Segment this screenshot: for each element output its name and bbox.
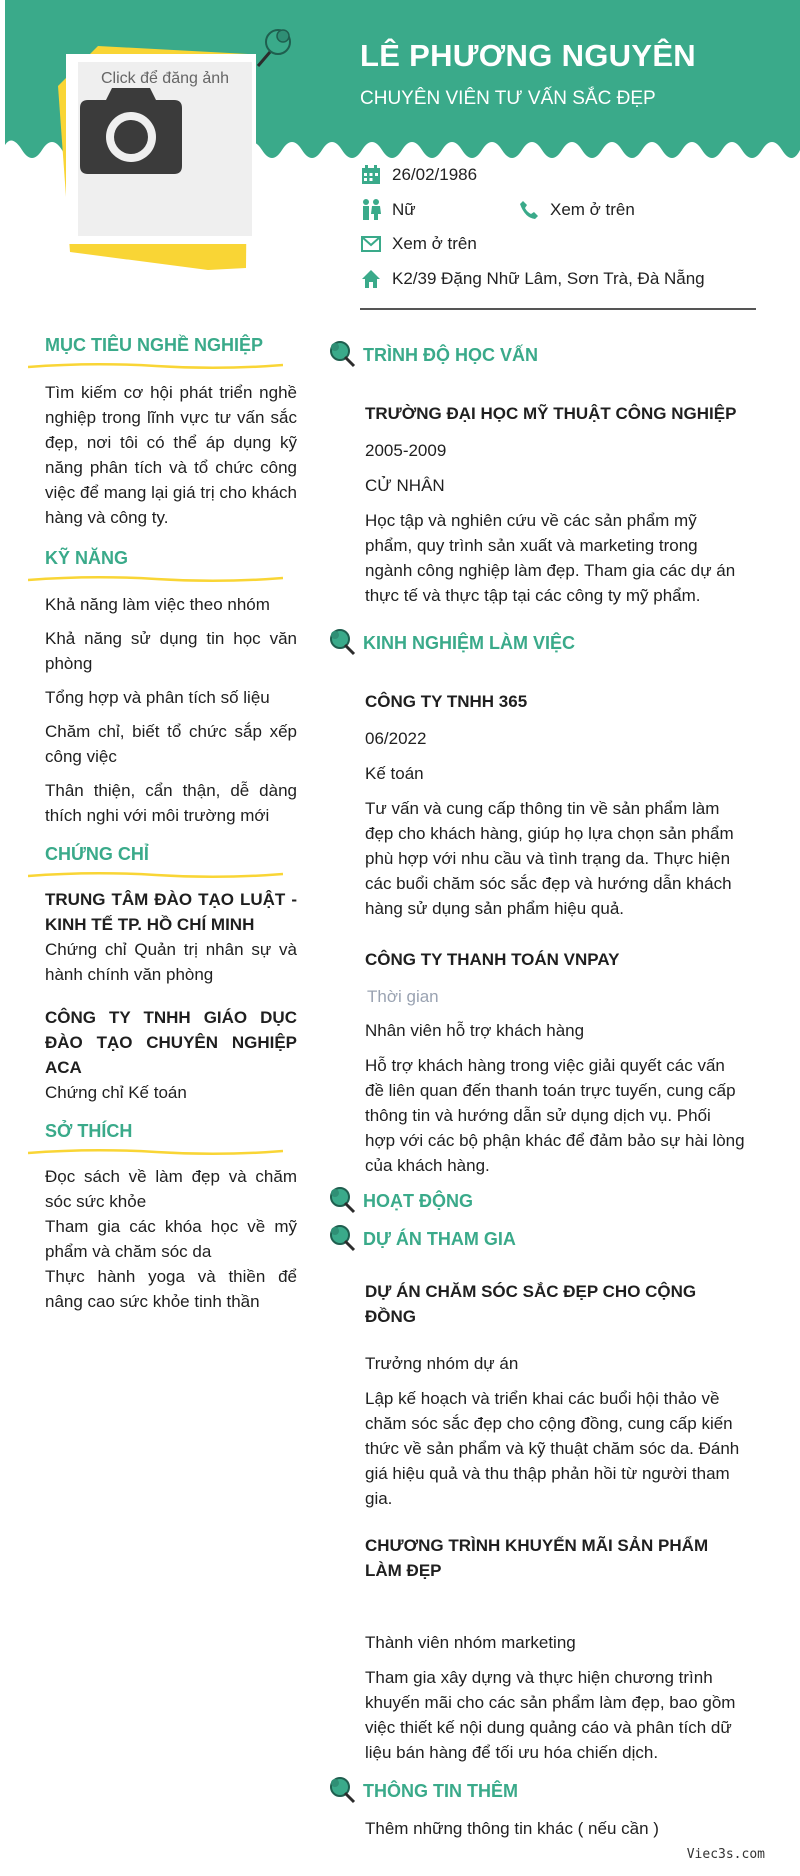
skill-item: Khả năng làm việc theo nhóm [45,595,270,614]
education-description: Học tập và nghiên cứu về các sản phẩm mỹ phẩm, quy trình sản xuất và marketing trong ngành công nghiệp làm đẹp. Tham gia các dự án thực tế và thực tập tại các công ty mỹ phẩm. [365,511,736,605]
job-time: 06/2022 [365,729,427,748]
contact-phone [518,199,635,221]
contact-address [360,268,705,290]
project-name: CHƯƠNG TRÌNH KHUYẾN MÃI SẢN PHẨM LÀM ĐẸP [365,1536,709,1580]
education-header [328,340,538,370]
address-value: K2/39 Đặng Nhữ Lâm, Sơn Trà, Đà Nẵng [392,269,705,288]
phone-value: Xem ở trên [550,200,635,219]
birthday-value: 26/02/1986 [392,165,478,184]
calendar-icon [360,164,382,186]
certificate-org: TRUNG TÂM ĐÀO TẠO LUẬT - KINH TẾ TP. HỒ CHÍ MINH [45,890,297,934]
section-underline [28,871,283,879]
education-period: 2005-2009 [365,441,447,460]
mail-icon [360,233,382,255]
skill-item: Tổng hợp và phân tích số liệu [45,688,270,707]
job-position: Kế toán [365,764,424,783]
skill-item: Thân thiện, cẩn thận, dễ dàng thích nghi với môi trường mới [45,781,297,825]
additional-header [328,1776,518,1806]
projects-title: DỰ ÁN THAM GIA [363,1228,516,1249]
candidate-name: LÊ PHƯƠNG NGUYÊN [360,38,696,73]
certificate-org: CÔNG TY TNHH GIÁO DỤC ĐÀO TẠO CHUYÊN NGHIỆP ACA [45,1008,297,1077]
pushpin-icon [328,1776,356,1806]
photo-placeholder[interactable] [78,62,252,236]
contact-birthday [360,164,477,186]
project-role: Trưởng nhóm dự án [365,1354,519,1373]
hobby-item: Thực hành yoga và thiền để nâng cao sức khỏe tinh thần [45,1267,297,1311]
skills-title: KỸ NĂNG [45,548,129,568]
contact-gender [360,199,416,221]
skill-item: Khả năng sử dụng tin học văn phòng [45,629,297,673]
education-school: TRƯỜNG ĐẠI HỌC MỸ THUẬT CÔNG NGHIỆP [365,404,737,423]
objective-text: Tìm kiếm cơ hội phát triển nghề nghiệp trong lĩnh vực tư vấn sắc đẹp, nơi tôi có thể áp dụng kỹ năng phân tích và tổ chức công việc để mang lại giá trị cho khách hàng và công ty. [45,383,297,527]
project-name: DỰ ÁN CHĂM SÓC SẮC ĐẸP CHO CỘNG ĐỒNG [365,1282,697,1326]
education-degree: CỬ NHÂN [365,476,445,495]
pushpin-icon [252,24,292,70]
section-underline [28,362,283,370]
section-underline [28,1148,283,1156]
job-position: Nhân viên hỗ trợ khách hàng [365,1021,585,1040]
hobbies-title: SỞ THÍCH [45,1121,133,1141]
skill-item: Chăm chỉ, biết tổ chức sắp xếp công việc [45,722,297,766]
experience-title: KINH NGHIỆM LÀM VIỆC [363,632,576,653]
contact-divider [360,308,756,310]
watermark[interactable]: Viec3s.com [686,1847,765,1862]
home-icon [360,268,382,290]
experience-header [328,628,575,658]
certificate-name: Chứng chỉ Quản trị nhân sự và hành chính văn phòng [45,940,297,984]
project-description: Tham gia xây dựng và thực hiện chương trình khuyến mãi cho các sản phẩm làm đẹp, bao gồm việc thiết kế nội dung quảng cáo và phân tích dữ liệu bán hàng để tối ưu hóa chiến dịch. [365,1668,736,1762]
additional-text: Thêm những thông tin khác ( nếu cần ) [365,1819,659,1838]
email-value: Xem ở trên [392,234,477,253]
job-description: Hỗ trợ khách hàng trong việc giải quyết các vấn đề liên quan đến thanh toán trực tuyến, cung cấp thông tin và hướng dẫn sử dụng dịch vụ. Phối hợp với các bộ phận khác để đảm bảo sự hài lòng của khách hàng. [365,1056,745,1175]
project-role: Thành viên nhóm marketing [365,1633,576,1652]
projects-header [328,1224,516,1254]
left-column [28,335,300,1314]
photo-frame[interactable] [58,46,258,276]
section-underline [28,575,283,583]
job-company: CÔNG TY THANH TOÁN VNPAY [365,950,620,969]
gender-value: Nữ [392,200,416,219]
pushpin-icon [328,1224,356,1254]
pushpin-icon [328,1186,356,1216]
candidate-role: CHUYÊN VIÊN TƯ VẤN SẮC ĐẸP [360,88,656,109]
photo-upload-label[interactable]: Click để đăng ảnh [100,70,230,87]
pushpin-icon [328,340,356,370]
certificates-title: CHỨNG CHỈ [45,844,149,864]
hobby-item: Tham gia các khóa học về mỹ phẩm và chăm sóc da [45,1217,297,1261]
job-company: CÔNG TY TNHH 365 [365,692,528,711]
hobby-item: Đọc sách về làm đẹp và chăm sóc sức khỏe [45,1167,297,1211]
camera-icon [78,84,184,176]
job-time: Thời gian [367,987,439,1006]
contact-email [360,233,477,255]
additional-title: THÔNG TIN THÊM [363,1780,518,1801]
gender-icon [360,199,382,221]
activities-header [328,1186,473,1216]
certificate-name: Chứng chỉ Kế toán [45,1083,187,1102]
job-description: Tư vấn và cung cấp thông tin về sản phẩm làm đẹp cho khách hàng, giúp họ lựa chọn sản phẩm phù hợp với nhu cầu và tình trạng da. Thực hiện các buổi chăm sóc sắc đẹp và hướng dẫn khách hàng sử dụng sản phẩm hiệu quả. [365,799,734,918]
education-title: TRÌNH ĐỘ HỌC VẤN [363,344,538,365]
project-description: Lập kế hoạch và triển khai các buổi hội thảo về chăm sóc sắc đẹp cho cộng đồng, cung cấp kiến thức về sản phẩm và kỹ thuật chăm sóc da. Đánh giá hiệu quả và thu thập phản hồi từ người tham gia. [365,1389,740,1508]
pushpin-icon [328,628,356,658]
activities-title: HOẠT ĐỘNG [363,1190,473,1211]
phone-icon [518,199,540,221]
objective-title: MỤC TIÊU NGHỀ NGHIỆP [45,335,264,355]
